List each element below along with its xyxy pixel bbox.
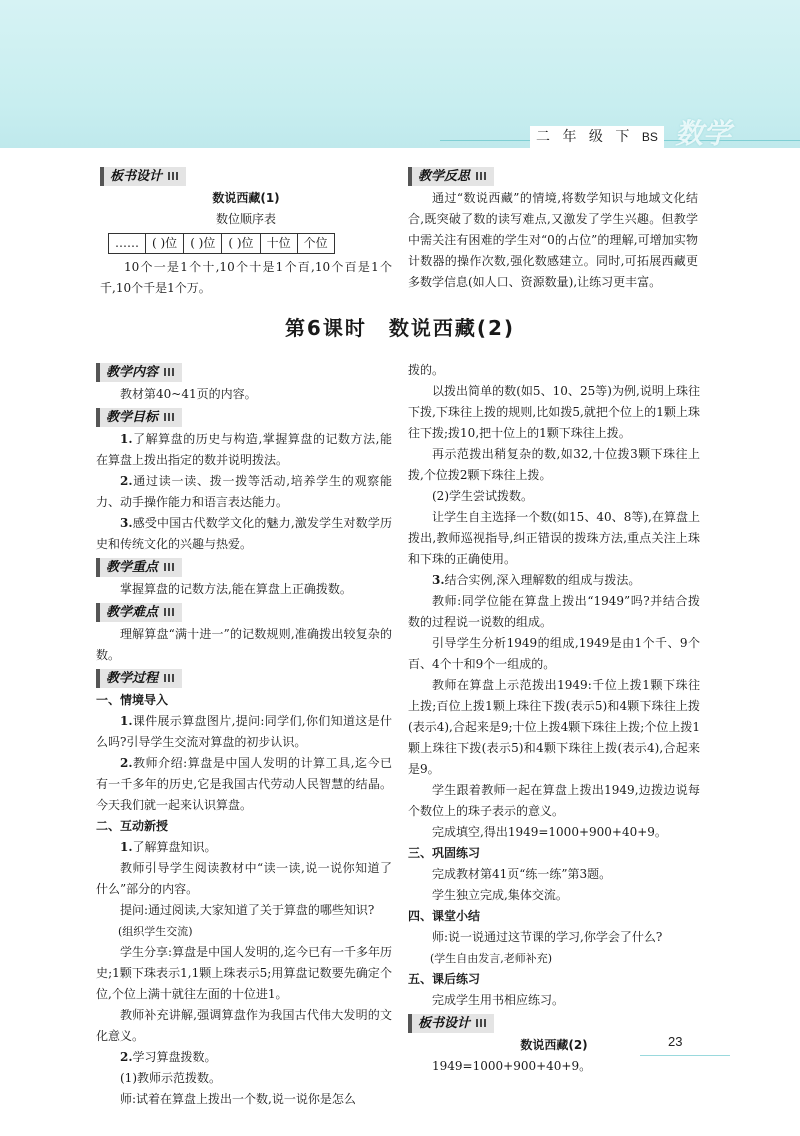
step-item — [96, 711, 392, 753]
grade-label — [530, 126, 664, 148]
step-item — [96, 1047, 392, 1068]
step-number: 2. — [120, 756, 133, 770]
key-points-tag: 教学重点 — [96, 558, 182, 577]
section-heading: 一、情境导入 — [96, 693, 169, 707]
place-cell: ( )位 — [222, 234, 260, 254]
step-text: 课件展示算盘图片,提问:同学们,你们知道这是什么吗?引导学生交流对算盘的初步认识。 — [96, 714, 392, 749]
paragraph: 再示范拨出稍复杂的数,如32,十位拨3颗下珠往上拨,个位拨2颗下珠往上拨。 — [408, 447, 700, 482]
content-tag: 教学内容 — [96, 363, 182, 382]
goal-text: 了解算盘的历史与构造,掌握算盘的记数方法,能在算盘上拨出指定的数并说明拨法。 — [96, 432, 392, 467]
section-heading: 三、巩固练习 — [408, 846, 481, 860]
paragraph: 引导学生分析1949的组成,1949是由1个千、9个百、4个十和9个一组成的。 — [408, 636, 700, 671]
section-heading: 二、互动新授 — [96, 819, 169, 833]
step-text: 学习算盘拨数。 — [132, 1050, 217, 1064]
reflection-tag: 教学反思 — [408, 167, 494, 186]
paragraph: 师:试着在算盘上拨出一个数,说一说你是怎么 — [120, 1092, 356, 1106]
section-heading: 四、课堂小结 — [408, 909, 481, 923]
paragraph: 让学生自主选择一个数(如15、40、8等),在算盘上拨出,教师巡视指导,纠正错误的拨珠方法,重点关注上珠和下珠的正确使用。 — [408, 510, 700, 566]
place-cell: ( )位 — [184, 234, 222, 254]
step-text: 结合实例,深入理解数的组成与拨法。 — [444, 573, 641, 587]
board-design-equation: 1949=1000+900+40+9。 — [432, 1059, 592, 1073]
board-design-title: 数说西藏(1) — [212, 191, 280, 205]
step-text: 教师介绍:算盘是中国人发明的计算工具,迄今已有一千多年的历史,它是我国古代劳动人民智慧的结晶。今天我们就一起来认识算盘。 — [96, 756, 392, 812]
paragraph: 提问:通过阅读,大家知道了关于算盘的哪些知识? — [120, 903, 375, 917]
goal-number: 3. — [120, 516, 133, 530]
goal-item — [96, 471, 392, 513]
step-item — [408, 570, 700, 591]
step-number: 2. — [120, 1050, 133, 1064]
paragraph-note: (组织学生交流) — [118, 925, 193, 938]
lesson-title: 第6课时 数说西藏(2) — [284, 316, 516, 340]
board-design-title: 数说西藏(2) — [520, 1038, 588, 1052]
page-number-rule — [640, 1055, 730, 1056]
process-tag: 教学过程 — [96, 669, 182, 688]
paragraph: 拨的。 — [408, 363, 445, 377]
step-number: 3. — [432, 573, 445, 587]
place-value-table — [108, 233, 335, 254]
content-text: 教材第40~41页的内容。 — [120, 387, 257, 401]
goal-text: 通过读一读、拨一拨等活动,培养学生的观察能力、动手操作能力和语言表达能力。 — [96, 474, 392, 509]
paragraph: 学生分享:算盘是中国人发明的,迄今已有一千多年历史;1颗下珠表示1,1颗上珠表示5;用算盘记数要先确定个位,个位上满十就往左面的十位进1。 — [96, 945, 392, 1001]
paragraph: 以拨出简单的数(如5、10、25等)为例,说明上珠往下拨,下珠往上拨的规则,比如拨5,就把个位上的1颗上珠往下拨;拨10,把十位上的1颗下珠往上拨。 — [408, 384, 700, 440]
paragraph: 教师引导学生阅读教材中“读一读,说一说你知道了什么”部分的内容。 — [96, 861, 392, 896]
step-item — [96, 753, 392, 816]
paragraph: 教师补充讲解,强调算盘作为我国古代伟大发明的文化意义。 — [96, 1008, 392, 1043]
page-number: 23 — [668, 1034, 683, 1049]
goal-item — [96, 513, 392, 555]
step-text: 了解算盘知识。 — [132, 840, 217, 854]
goals-tag: 教学目标 — [96, 408, 182, 427]
paragraph-note: (学生自由发言,老师补充) — [430, 952, 553, 965]
step-number: 1. — [120, 840, 133, 854]
board-design-tag: 板书设计 — [100, 167, 186, 186]
paragraph: 教师在算盘上示范拨出1949:千位上拨1颗下珠往上拨;百位上拨1颗上珠往下拨(表示5)和4颗下珠往上拨(表示4),合起来是9;十位上拨4颗下珠往上拨;个位上拨1颗上珠往下拨(表示5)和4颗下珠往上拨(表示4),合起来是9。 — [408, 678, 700, 776]
place-table-title: 数位顺序表 — [215, 212, 276, 226]
step-item — [96, 837, 392, 858]
goal-text: 感受中国古代数学文化的魅力,激发学生对数学历史和传统文化的兴趣与热爱。 — [96, 516, 392, 551]
edition-text: BS — [641, 130, 658, 144]
step-number: 1. — [120, 714, 133, 728]
paragraph: 学生独立完成,集体交流。 — [432, 888, 568, 902]
paragraph: (1)教师示范拨数。 — [120, 1071, 221, 1085]
reflection-text: 通过“数说西藏”的情境,将数学知识与地域文化结合,既突破了数的读写难点,又激发了学生兴趣。但教学中需关注有困难的学生对“0的占位”的理解,可增加实物计数器的操作次数,强化数感建立。同时,可拓展西藏更多数学信息(如人口、资源数量),让练习更丰富。 — [408, 191, 698, 289]
paragraph: 完成学生用书相应练习。 — [432, 993, 565, 1007]
goal-item — [96, 429, 392, 471]
board-design-text: 10个一是1个十,10个十是1个百,10个百是1个千,10个千是1个万。 — [100, 260, 392, 295]
paragraph: 师:说一说通过这节课的学习,你学会了什么? — [432, 930, 663, 944]
paragraph: 完成教材第41页“练一练”第3题。 — [432, 867, 612, 881]
grade-text: 二 年 级 下 — [536, 129, 634, 145]
difficulties-tag: 教学难点 — [96, 603, 182, 622]
place-cell: …… — [109, 234, 146, 254]
place-cell: ( )位 — [146, 234, 184, 254]
left-column — [96, 360, 392, 1110]
board-design-tag: 板书设计 — [408, 1014, 494, 1033]
teaching-reflection — [408, 164, 698, 293]
key-points-text: 掌握算盘的记数方法,能在算盘上正确拨数。 — [120, 582, 352, 596]
paragraph: 完成填空,得出1949=1000+900+40+9。 — [432, 825, 667, 839]
paragraph: 教师:同学位能在算盘上拨出“1949”吗?并结合拨数的过程说一说数的组成。 — [408, 594, 700, 629]
header-decoration: 数学 — [675, 117, 732, 150]
goal-number: 1. — [120, 432, 133, 446]
section-heading: 五、课后练习 — [408, 972, 481, 986]
board-design-1 — [100, 164, 392, 299]
right-column — [408, 360, 700, 1077]
goal-number: 2. — [120, 474, 133, 488]
paragraph: (2)学生尝试拨数。 — [432, 489, 533, 503]
paragraph: 学生跟着教师一起在算盘上拨出1949,边拨边说每个数位上的珠子表示的意义。 — [408, 783, 700, 818]
place-cell: 个位 — [297, 234, 334, 254]
place-cell: 十位 — [260, 234, 297, 254]
difficulties-text: 理解算盘“满十进一”的记数规则,准确拨出较复杂的数。 — [96, 627, 392, 662]
